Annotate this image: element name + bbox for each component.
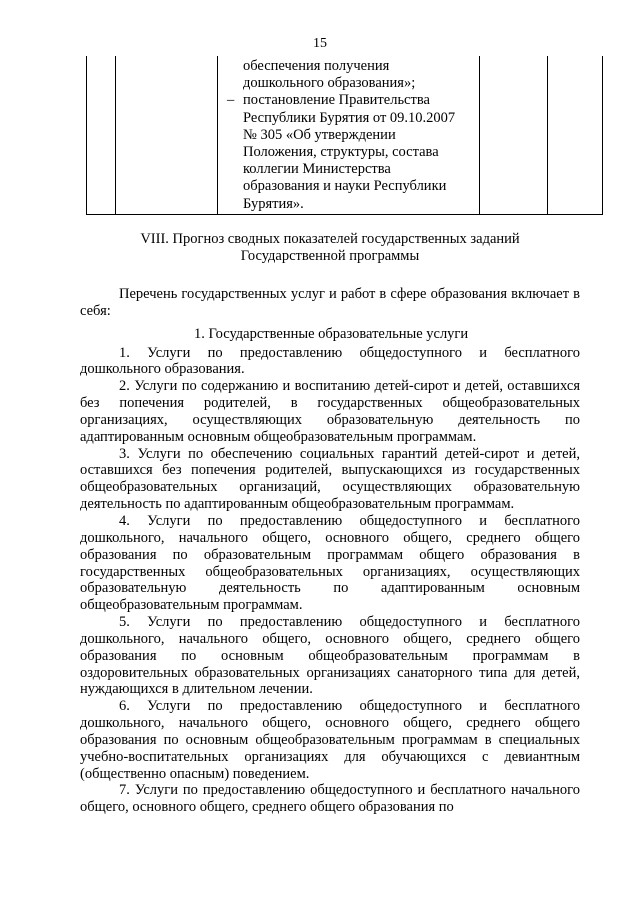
table-column-divider	[115, 56, 116, 214]
list-item: 4. Услуги по предоставлению общедоступного и бесплатного дошкольного, начального общего, основного общего, среднего общего образования по образовательным программам общего образования в государственных общеобразовательных организациях, осуществляющих образовательную деятельность по адаптированным основным общеобразовательным программам.	[80, 512, 580, 614]
document-body	[80, 286, 580, 816]
subheading: 1. Государственные образовательные услуги	[194, 325, 469, 342]
table-cell-bullet	[227, 92, 467, 212]
section-heading	[80, 231, 580, 265]
page-number: 15	[313, 36, 327, 51]
table-column-divider	[547, 56, 548, 214]
table-cell-bullet-text: постановление Правительства Республики Бурятия от 09.10.2007 № 305 «Об утверждении Положения, структуры, состава коллегии Министерства образования и науки Республики Бурятия».	[243, 92, 456, 212]
dash-bullet: –	[227, 92, 235, 109]
list-item: 1. Услуги по предоставлению общедоступного и бесплатного дошкольного образования.	[80, 344, 580, 378]
list-item: 7. Услуги по предоставлению общедоступного и бесплатного начального общего, основного общего, среднего общего образования по	[80, 782, 580, 816]
table-column-divider	[479, 56, 480, 214]
list-item: 5. Услуги по предоставлению общедоступного и бесплатного дошкольного, начального общего, основного общего, среднего общего образования по основным общеобразовательным программам в оздоровительных образовательных организациях санаторного типа для детей, нуждающихся в длительном лечении.	[80, 614, 580, 698]
intro-paragraph: Перечень государственных услуг и работ в сфере образования включает в себя:	[80, 286, 580, 319]
list-item: 6. Услуги по предоставлению общедоступного и бесплатного дошкольного, начального общего, основного общего, среднего общего образования по основным общеобразовательным программам в специальных учебно-воспитательных организациях для обучающихся с девиантным (общественно опасным) поведением.	[80, 698, 580, 782]
table-column-divider	[217, 56, 218, 214]
section-heading-line: Государственной программы	[240, 248, 420, 264]
section-heading-line: VIII. Прогноз сводных показателей государственных заданий	[140, 231, 520, 247]
list-item: 3. Услуги по обеспечению социальных гарантий детей-сирот и детей, оставшихся без попечения родителей, выпускающихся из государственных общеобразовательных организаций, осуществляющих образовательную деятельность по адаптированным общеобразовательным программам.	[80, 445, 580, 513]
table-cell-basis	[227, 58, 467, 213]
table-fragment	[86, 56, 603, 215]
table-cell-line: дошкольного образования»;	[243, 75, 416, 92]
table-cell-line: обеспечения получения	[243, 58, 390, 74]
list-item: 2. Услуги по содержанию и воспитанию детей-сирот и детей, оставшихся без попечения родителей, в государственных общеобразовательных организациях, осуществляющих образовательную деятельность по адаптированным основным общеобразовательным программам.	[80, 378, 580, 445]
